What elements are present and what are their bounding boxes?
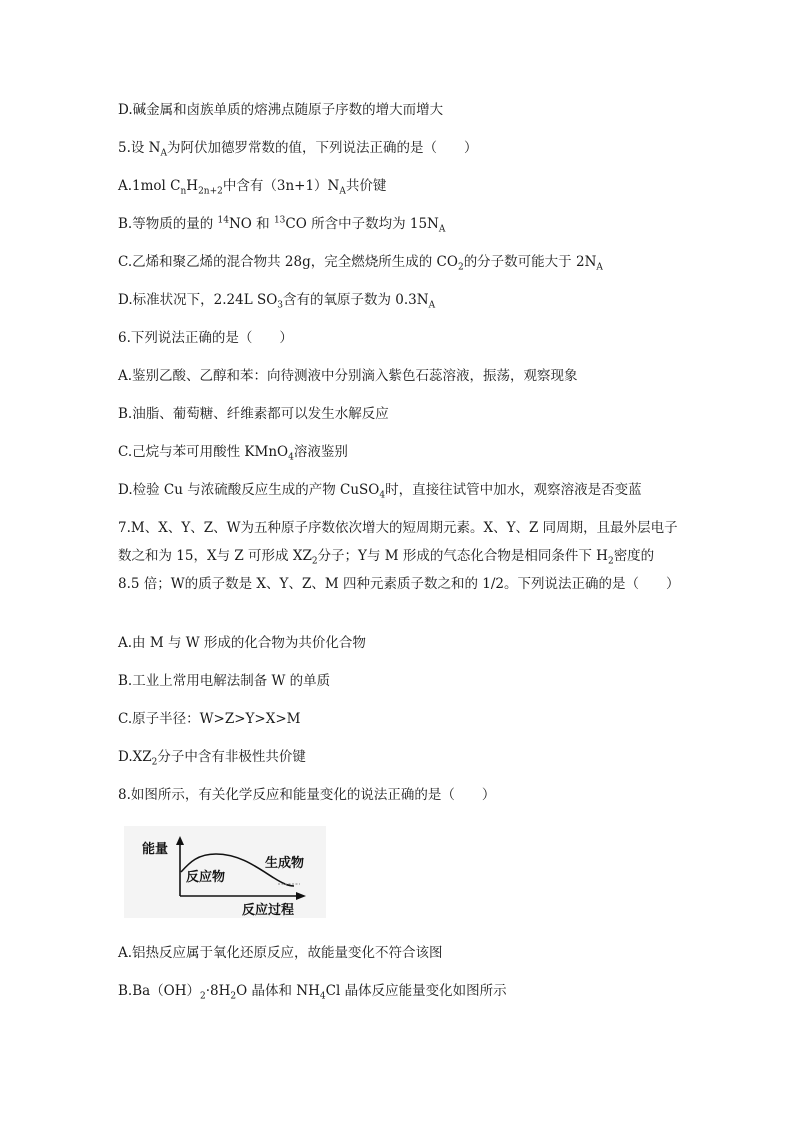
q6-stem: 6.下列说法正确的是（ ） bbox=[118, 330, 293, 346]
q8-stem: 8.如图所示，有关化学反应和能量变化的说法正确的是（ ） bbox=[118, 787, 496, 803]
q7-stem: 7.M、X、Y、Z、W为五种原子序数依次增大的短周期元素。X、Y、Z 同周期，且最外层电子数之和为 15，X与 Z 可形成 $XZ_2$分子；Y与 M 形成的气态化合物是相同条件下 $H_2$密度的 8.5 倍；W的质子数是 X、Y、Z、M 四种元素质子数之和的 1/2。下列说法正确的是（ ） bbox=[118, 520, 680, 592]
y-axis-label: 能量 bbox=[142, 842, 169, 857]
energy-diagram bbox=[124, 826, 326, 918]
q6-option-b: B.油脂、葡萄糖、纤维素都可以发生水解反应 bbox=[118, 406, 389, 422]
q7-option-c: C.原子半径：W>Z>Y>X>M bbox=[118, 711, 301, 727]
annotation-product: 生成物 bbox=[265, 856, 305, 871]
q5-option-d: D.标准状况下，2.24L $SO_3$含有的氧原子数为 $0.3N_A$ bbox=[118, 292, 436, 311]
q8-option-b: $B.Ba(OH)_2\cdot 8H_2O$ 晶体和 $NH_4Cl$ 晶体反应能量变化如图所示 bbox=[118, 983, 507, 1002]
q5-option-b: B.等物质的量的 $^{14}$NO 和 $^{13}$CO 所含中子数均为 $15N_A$ bbox=[118, 215, 446, 235]
q6-option-c: C.己烷与苯可用酸性 KMnO$_4$溶液鉴别 bbox=[118, 444, 348, 463]
q5-option-a: A.1mol $C_nH_{2n+2}$中含有$(3n+1)N_A$共价键 bbox=[118, 178, 387, 197]
annotation-reactant: 反应物 bbox=[186, 870, 226, 885]
q5-stem: 5.设 $N_A$为阿伏加德罗常数的值，下列说法正确的是（ ） bbox=[118, 140, 478, 159]
x-axis-label: 反应过程 bbox=[242, 903, 295, 918]
q6-option-d: D.检验 Cu 与浓硫酸反应生成的产物 CuSO$_4$时，直接往试管中加水，观察溶液是否变蓝 bbox=[118, 482, 642, 501]
q4-option-d: D.碱金属和卤族单质的熔沸点随原子序数的增大而增大 bbox=[118, 102, 444, 118]
q7-option-a: A.由 M 与 W 形成的化合物为共价化合物 bbox=[118, 635, 366, 651]
q7-option-b: B.工业上常用电解法制备 W 的单质 bbox=[118, 673, 331, 689]
q7-option-d: $D.XZ_2$分子中含有非极性共价键 bbox=[118, 749, 306, 768]
q5-option-c: C.乙烯和聚乙烯的混合物共 28g，完全燃烧所生成的 $CO_2$的分子数可能大于 $2N_A$ bbox=[118, 254, 603, 273]
q6-option-a: A.鉴别乙酸、乙醇和苯：向待测液中分别滴入紫色石蕊溶液，振荡，观察现象 bbox=[118, 368, 578, 384]
q8-option-a: A.铝热反应属于氧化还原反应，故能量变化不符合该图 bbox=[118, 945, 443, 961]
